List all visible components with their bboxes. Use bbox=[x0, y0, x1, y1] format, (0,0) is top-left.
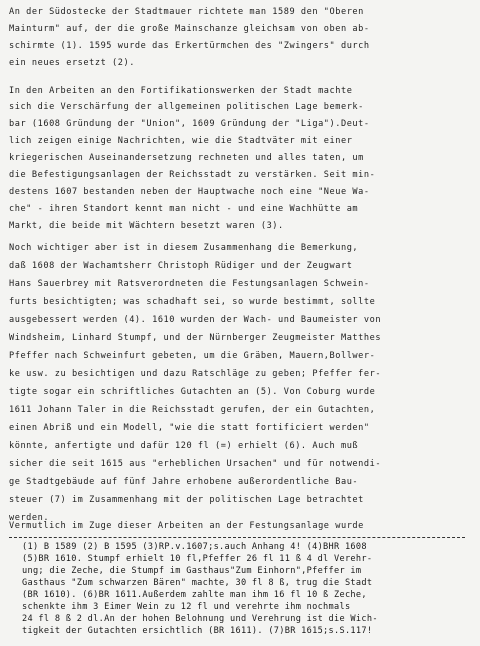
footnote-line: tigkeit der Gutachten ersichtlich (BR 1611). (7)BR 1615;s.S.117! bbox=[22, 626, 373, 636]
text-line: An der Südostecke der Stadtmauer richtete man 1589 den "Oberen bbox=[9, 7, 364, 17]
text-line: werden. bbox=[9, 513, 50, 523]
text-line: lich zeigen einige Nachrichten, wie die Stadtväter mit einer bbox=[9, 136, 353, 146]
text-line: Markt, die beide mit Wächtern besetzt waren (3). bbox=[9, 221, 284, 231]
text-line: daß 1608 der Wachamtsherr Christoph Rüdiger und der Zeugwart bbox=[9, 261, 353, 271]
footnote-line: ung; die Zeche, die Stumpf im Gasthaus"Zum Einhorn",Pfeffer im bbox=[22, 566, 362, 576]
text-line: 1611 Johann Taler in die Reichsstadt gerufen, der ein Gutachten, bbox=[9, 405, 376, 415]
text-line: tigte sogar ein schriftliches Gutachten an (5). Von Coburg wurde bbox=[9, 387, 376, 397]
text-line: ge Stadtgebäude auf fünf Jahre erhobene außerordentliche Bau- bbox=[9, 477, 359, 487]
footnote-separator bbox=[9, 537, 465, 538]
text-line: Pfeffer nach Schweinfurt gebeten, um die Gräben, Mauern,Bollwer- bbox=[9, 351, 376, 361]
text-line: sich die Verschärfung der allgemeinen politischen Lage bemerk- bbox=[9, 102, 364, 112]
text-line: kriegerischen Auseinandersetzung rechneten und alles taten, um bbox=[9, 153, 364, 163]
text-line: bar (1608 Gründung der "Union", 1609 Gründung der "Liga").Deut- bbox=[9, 119, 370, 129]
text-line: destens 1607 bestanden neben der Hauptwache noch eine "Neue Wa- bbox=[9, 187, 370, 197]
text-line: einen Abriß und ein Modell, "wie die statt fortificiert werden" bbox=[9, 423, 370, 433]
text-line: ausgebessert werden (4). 1610 wurden der Wach- und Baumeister von bbox=[9, 315, 382, 325]
footnote-line: Gasthaus "Zum schwarzen Bären" machte, 30 fl 8 ß, trug die Stadt bbox=[22, 578, 373, 588]
text-line: könnte, anfertigte und dafür 120 fl (=) erhielt (6). Auch muß bbox=[9, 441, 359, 451]
text-line: ke usw. zu besichtigen und dazu Ratschläge zu geben; Pfeffer fer- bbox=[9, 369, 382, 379]
text-line: steuer (7) im Zusammenhang mit der politischen Lage betrachtet bbox=[9, 495, 364, 505]
text-line: schirmte (1). 1595 wurde das Erkertürmchen des "Zwingers" durch bbox=[9, 41, 370, 51]
text-line: Hans Sauerbrey mit Ratsverordneten die Festungsanlagen Schwein- bbox=[9, 279, 370, 289]
text-line: Vermutlich im Zuge dieser Arbeiten an der Festungsanlage wurde bbox=[9, 521, 364, 531]
text-line: In den Arbeiten an den Fortifikationswerken der Stadt machte bbox=[9, 86, 353, 96]
text-line: che" - ihren Standort kennt man nicht - und eine Wachhütte am bbox=[9, 204, 359, 214]
footnote-line: schenkte ihm 3 Eimer Wein zu 12 fl und verehrte ihm nochmals bbox=[22, 602, 351, 612]
footnote-line: (5)BR 1610. Stumpf erhielt 10 fl,Pfeffer 26 fl 11 ß 4 dl Verehr- bbox=[22, 554, 373, 564]
footnote-line: (BR 1610). (6)BR 1611.Außerdem zahlte man ihm 16 fl 10 ß Zeche, bbox=[22, 590, 367, 600]
text-line: Windsheim, Linhard Stumpf, und der Nürnberger Zeugmeister Matthes bbox=[9, 333, 382, 343]
footnote-line: (1) B 1589 (2) B 1595 (3)RP.v.1607;s.auch Anhang 4! (4)BHR 1608 bbox=[22, 542, 367, 552]
text-line: ein neues ersetzt (2). bbox=[9, 58, 135, 68]
text-line: Noch wichtiger aber ist in diesem Zusammenhang die Bemerkung, bbox=[9, 243, 359, 253]
text-line: die Befestigungsanlagen der Reichsstadt zu verstärken. Seit min- bbox=[9, 170, 376, 180]
footnote-line: 24 fl 8 ß 2 dl.An der hohen Belohnung und Verehrung ist die Wich- bbox=[22, 614, 378, 624]
text-line: furts besichtigten; was schadhaft sei, so wurde bestimmt, sollte bbox=[9, 297, 376, 307]
text-line: Mainturm" auf, der die große Mainschanze gleichsam von oben ab- bbox=[9, 24, 370, 34]
text-line: sicher die seit 1615 aus "erheblichen Ursachen" und für notwendi- bbox=[9, 459, 382, 469]
